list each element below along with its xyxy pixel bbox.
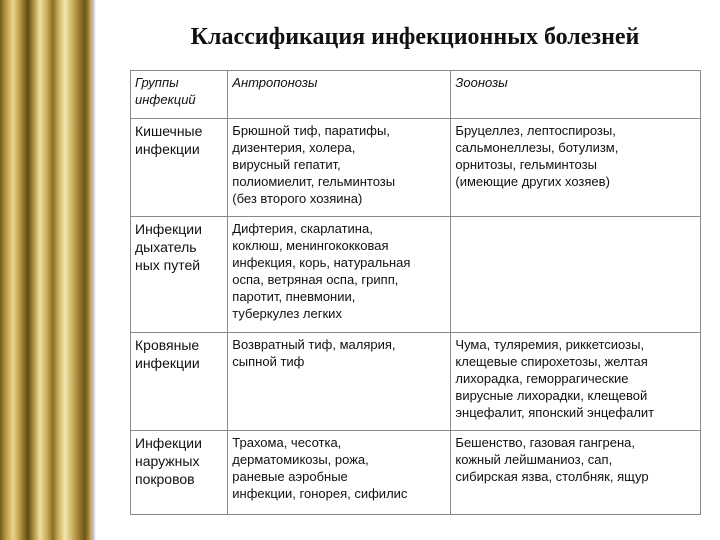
anthroponoses-cell: Трахома, чесотка, дерматомикозы, рожа, раневые аэробные инфекции, гонорея, сифилис (228, 431, 451, 515)
zoonoses-cell: Бруцеллез, лептоспирозы, сальмонеллезы, ботулизм, орнитозы, гельминтозы (имеющие других хозяев) (451, 119, 701, 217)
table-row (131, 431, 701, 515)
header-zoonoses: Зоонозы (451, 71, 701, 119)
rail-shadow (92, 0, 96, 540)
header-groups: Группы инфекций (131, 71, 228, 119)
classification-table (130, 70, 701, 515)
zoonoses-cell: Бешенство, газовая гангрена, кожный лейшманиоз, сап, сибирская язва, столбняк, ящур (451, 431, 701, 515)
anthroponoses-cell: Дифтерия, скарлатина, коклюш, менингококковая инфекция, корь, натуральная оспа, ветряная оспа, грипп, паротит, пневмонии, туберкулез легких (228, 217, 451, 333)
group-cell: Кровяные инфекции (131, 333, 228, 431)
header-anthroponoses: Антропонозы (228, 71, 451, 119)
zoonoses-cell (451, 217, 701, 333)
table-header-row (131, 71, 701, 119)
anthroponoses-cell: Брюшной тиф, паратифы, дизентерия, холера, вирусный гепатит, полиомиелит, гельминтозы (без второго хозяина) (228, 119, 451, 217)
group-cell: Кишечные инфекции (131, 119, 228, 217)
zoonoses-cell: Чума, туляремия, риккетсиозы, клещевые спирохетозы, желтая лихорадка, геморрагические вирусные лихорадки, клещевой энцефалит, японский энцефалит (451, 333, 701, 431)
decorative-gold-rail (0, 0, 92, 540)
anthroponoses-cell: Возвратный тиф, малярия, сыпной тиф (228, 333, 451, 431)
table-row (131, 333, 701, 431)
table-row (131, 119, 701, 217)
group-cell: Инфекции наружных покровов (131, 431, 228, 515)
group-cell: Инфекции дыхатель ных путей (131, 217, 228, 333)
table-row (131, 217, 701, 333)
page-title: Классификация инфекционных болезней (190, 24, 640, 50)
